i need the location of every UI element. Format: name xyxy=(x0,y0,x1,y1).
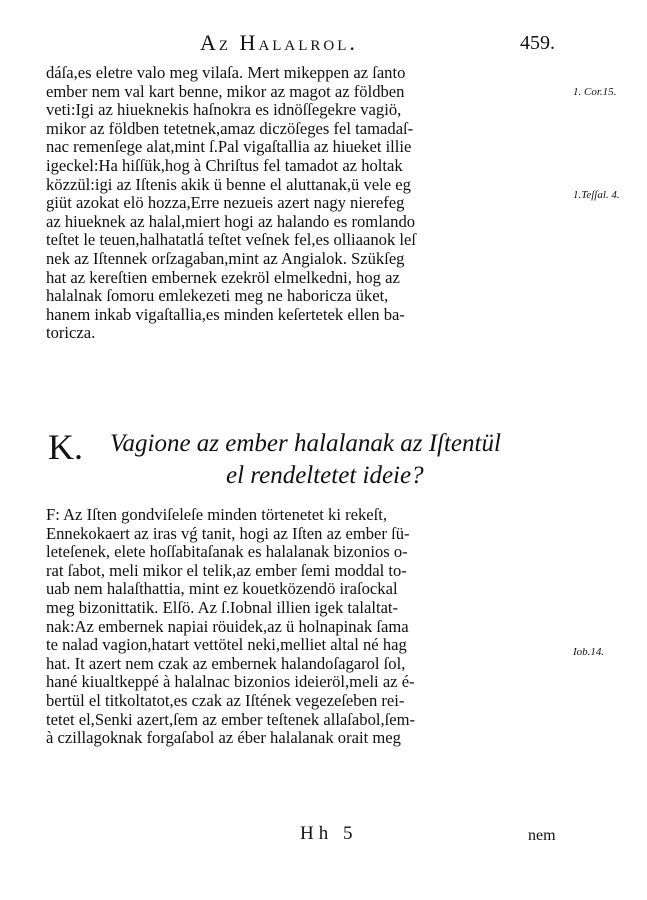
text-line: bertül el titkoltatot,es czak az Iſtének vegezeſeben rei- xyxy=(46,690,405,710)
text-line: hat. It azert nem czak az embernek halandoſagarol ſol, xyxy=(46,653,406,673)
text-line: meg bizonittatik. Elſö. Az ſ.Iobnal illien igek talaltat- xyxy=(46,597,399,617)
page-header xyxy=(0,28,647,58)
text-line: nac remenſege alat,mint ſ.Pal vigaſtallia az hiueket illie xyxy=(46,137,412,157)
text-line: te nalad vagion,hatart vettötel neki,melliet altal né hag xyxy=(46,635,407,655)
text-line: leteſenek, elete hoſſabitaſanak es halalanak bizonios o- xyxy=(46,542,408,562)
text-line: ember nem val kart benne, mikor az magot az földben xyxy=(46,81,405,101)
margin-reference: 1.Teſſal. 4. xyxy=(573,189,620,201)
text-line: à czillagoknak forgaſabol az éber halalanak orait meg xyxy=(46,728,401,748)
text-line: giüt azokat elö hozza,Erre nezueis azert nagy nierefeg xyxy=(46,193,405,213)
text-line: teſtet le teuen,halhatatlá teſtet veſnek fel,es olliaanok leſ xyxy=(46,230,416,250)
page-footer xyxy=(0,823,647,853)
text-line: hanem inkab vigaſtallia,es minden keſertetek ellen ba- xyxy=(46,304,405,324)
margin-reference: Iob.14. xyxy=(573,646,605,658)
margin-reference: 1. Cor.15. xyxy=(573,86,617,98)
page-number: 459. xyxy=(520,32,555,54)
text-line: Ennekokaert az iras vǵ tanit, hogi az Iſten az ember ſü- xyxy=(46,523,410,543)
text-line: hat az kereſtien embernek ezekröl elmelkedni, hog az xyxy=(46,267,400,287)
text-line: az hiueknek az halal,miert hogi az halando es romlando xyxy=(46,211,416,231)
text-line: veti:Igi az hiueknekis haſnokra es idnöſſegekre vagiö, xyxy=(46,100,402,120)
text-line: nek az Iſtennek orſzagaban,mint az Angialok. Szükſeg xyxy=(46,248,405,268)
text-line: mikor az földben tetetnek,amaz diczöſeges fel tamadaſ- xyxy=(46,118,414,138)
text-line: tetet el,Senki azert,ſem az ember teſtenek allaſabol,ſem- xyxy=(46,709,416,729)
question-marker: K. xyxy=(48,427,83,467)
text-block-intro xyxy=(46,64,566,343)
signature-mark: Hh 5 xyxy=(300,823,358,844)
text-line: nak:Az embernek napiai röuidek,az ü holnapinak ſama xyxy=(46,616,409,636)
catchword: nem xyxy=(528,827,556,844)
text-line: dáſa,es eletre valo meg vilaſa. Mert mikeppen az ſanto xyxy=(46,63,406,82)
text-line: uab nem halaſthattia, mint ez kouetközendö iraſockal xyxy=(46,579,398,599)
running-title: Az Halalrol. xyxy=(200,30,358,55)
text-line: toricza. xyxy=(46,323,96,343)
text-line: F: Az Iſten gondviſeleſe minden törtenetet ki rekeſt, xyxy=(46,505,387,524)
text-line: közzül:igi az Iſtenis akik ü benne el aluttanak,ü vele eg xyxy=(46,174,411,194)
text-line: igeckel:Ha hiſſük,hog à Chriſtus fel tamadot az holtak xyxy=(46,155,403,175)
question-line-1: Vagione az ember halalanak az Iſtentül xyxy=(110,430,501,457)
text-line: rat ſabot, meli mikor el telik,az ember ſemi moddal to- xyxy=(46,560,407,580)
question-line-2: el rendeltetet ideie? xyxy=(226,462,424,489)
text-line: hané kiualtkeppé à halalnac bizonios ideieröl,meli az é- xyxy=(46,672,415,692)
text-line: halalnak ſomoru emlekezeti meg ne haboricza üket, xyxy=(46,286,389,306)
text-block-answer xyxy=(46,506,566,748)
